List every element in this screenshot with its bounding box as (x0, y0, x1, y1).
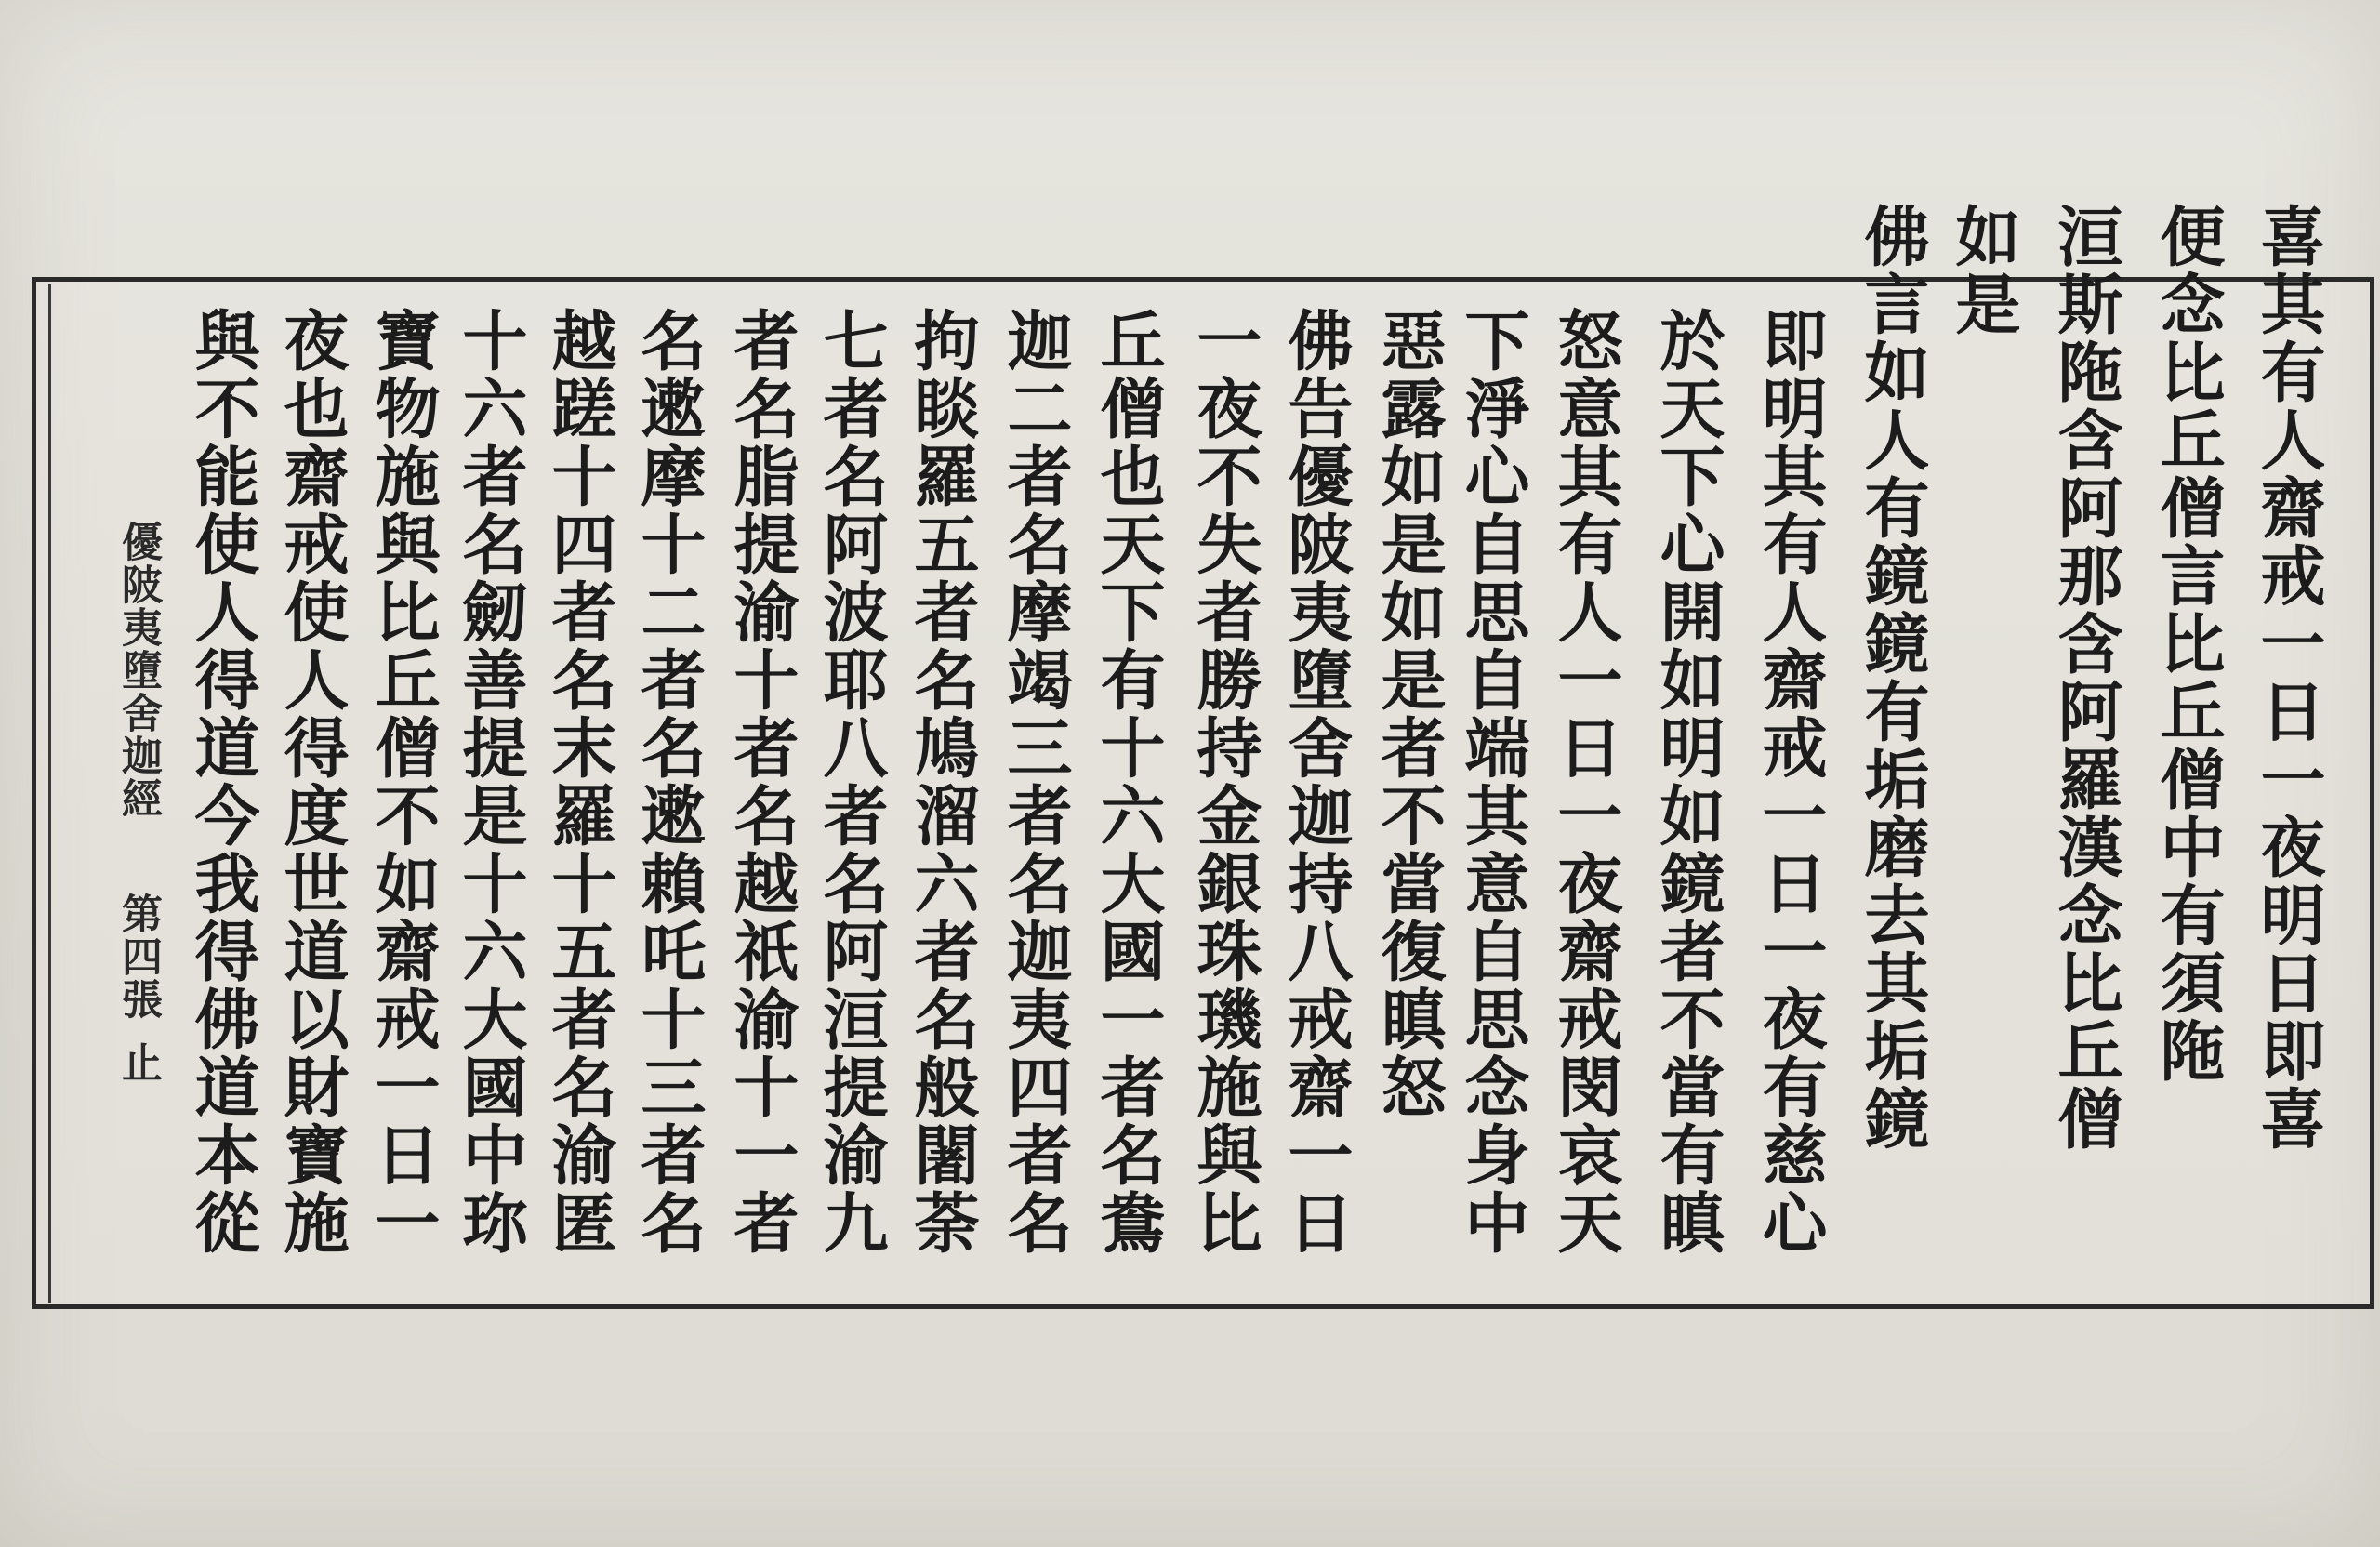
text-column-22: 夜也齋戒使人得度世道以財寶施 (273, 307, 350, 1257)
end-mark: 止 (114, 1041, 162, 1084)
text-column-17: 者名脂提渝十者名越祇渝十一者 (723, 307, 800, 1257)
text-column-13: 丘僧也天下有十六大國一者名鴦 (1090, 307, 1167, 1257)
text-column-19: 越蹉十四者名末羅十五者名渝匿 (541, 307, 618, 1257)
frame-inner-left-rule (48, 284, 51, 1303)
sutra-title: 優陂夷墮舍迦經 (114, 521, 162, 820)
text-column-9: 下淨心自思自端其意自思念身中 (1454, 307, 1531, 1257)
text-column-23: 與不能使人得道今我得佛道本從 (184, 307, 261, 1257)
sheet-number: 第四張 (114, 892, 162, 1021)
text-column-21: 寶物施與比丘僧不如齋戒一日一 (364, 307, 442, 1257)
text-column-7: 於天下心開如明如鏡者不當有瞋 (1649, 307, 1726, 1257)
text-column-10: 惡露如是如是者不當復瞋怒 (1370, 307, 1448, 1121)
text-column-16: 七者名阿波耶八者名阿洹提渝九 (813, 307, 890, 1257)
text-column-5: 佛言如人有鏡鏡有垢磨去其垢鏡 (1854, 203, 1931, 1153)
text-column-6: 即明其有人齋戒一日一夜有慈心 (1752, 307, 1829, 1257)
text-column-1: 喜其有人齋戒一日一夜明日即喜 (2250, 203, 2327, 1153)
text-column-8: 怒意其有人一日一夜齋戒閔哀天 (1547, 307, 1624, 1257)
text-column-3: 洹斯陁含阿那含阿羅漢念比丘僧 (2047, 203, 2124, 1153)
text-column-2: 便念比丘僧言比丘僧中有須陁 (2149, 203, 2227, 1085)
text-column-14: 迦二者名摩竭三者名迦夷四者名 (997, 307, 1074, 1257)
text-column-18: 名遬摩十二者名遬賴吒十三者名 (630, 307, 707, 1257)
text-column-12: 一夜不失者勝持金銀珠璣施與比 (1186, 307, 1263, 1257)
text-column-11: 佛告優陂夷墮舍迦持八戒齋一日 (1277, 307, 1355, 1257)
text-column-15: 拘睒羅五者名鳩溜六者名般闍荼 (904, 307, 981, 1257)
text-column-20: 十六者名劒善提是十六大國中珎 (452, 307, 529, 1257)
text-column-4: 如是 (1945, 203, 2022, 338)
